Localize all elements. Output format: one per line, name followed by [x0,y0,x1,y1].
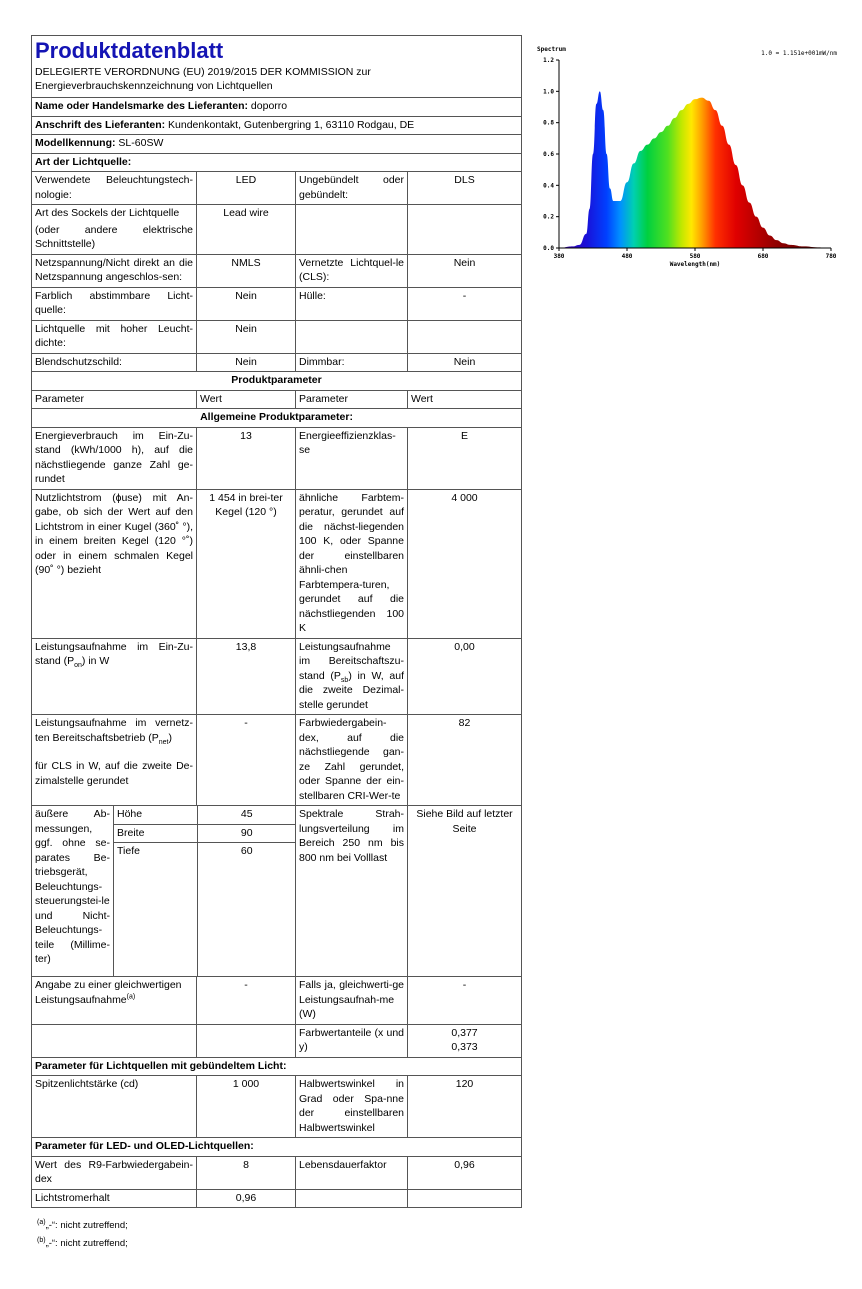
pnet-label-sub: net [158,738,169,746]
empty-cell [197,1024,296,1057]
pon-label [32,638,197,715]
spd-value: Siehe Bild auf letzter Seite [408,806,522,977]
model-row [32,135,522,154]
spd-label: Spektrale Strah-lungsverteilung im Bereich 250 nm bis 800 nm bei Volllast [296,806,408,977]
footnote-b [37,1238,128,1250]
pnet-value: - [197,715,296,806]
y-tick-label: 0.8 [543,119,554,127]
equiv-w-label: Falls ja, gleichwerti-ge Leistungsaufnah-me (W) [296,977,408,1025]
pon-label-text: Leistungsaufnahme im Ein-Zu-stand (P [35,640,193,667]
chroma-x: 0,377 [451,1026,478,1039]
y-tick-label: 0.0 [543,245,554,252]
dim-value: Nein [408,353,522,372]
peak-label: Spitzenlichtstärke (cd) [32,1076,197,1138]
tech-value: LED [197,172,296,205]
envelope-value: - [408,287,522,320]
pon-label-sub: on [74,662,82,670]
supplier-name-row [32,98,522,117]
spectrum-chart [535,42,839,270]
dimensions-table [114,806,296,976]
supplier-address-value: Kundenkontakt, Gutenbergring 1, 63110 Rodgau, DE [168,118,415,131]
y-tick-label: 1.0 [543,88,554,96]
equiv-value: - [197,977,296,1025]
led-heading: Parameter für LED- und OLED-Lichtquellen: [32,1138,522,1157]
pon-value: 13,8 [197,638,296,715]
cct-label: ähnliche Farbtem-peratur, gerundet auf die nächst-liegenden 100 K, oder Spanne der einstellbaren ähnli-chen Farbtempera-turen, gerundet auf die nächstliegenden 100 K [296,489,408,638]
dimensions-label: äußere Ab-messungen, ggf. ohne se-parates Be-triebsgerät, Beleuchtungs-steuerungstei-le und Nicht-Beleuchtungs-teile (Millime-ter) [32,806,114,977]
r9-label: Wert des R9-Farbwiedergabein-dex [32,1156,197,1189]
col-header-param2: Parameter [296,390,408,409]
envelope-label: Hülle: [296,287,408,320]
pnet-label-cls: für CLS in W, auf die zweite De-zimalstelle gerundet [35,760,193,787]
empty-cell [408,205,522,255]
supplier-address-label: Anschrift des Lieferanten: [35,118,166,131]
psb-value: 0,00 [408,638,522,715]
pon-label-unit: ) in W [81,655,110,667]
supplier-address-row [32,116,522,135]
flux-value: 1 454 in brei-ter Kegel (120 °) [197,489,296,638]
width-value: 90 [197,824,296,843]
flux-label: Nutzlichtstrom (ɸuse) mit An-gabe, ob sich der Wert auf den Lichtstrom in einer Kugel (360˚ °), in einem breiten Kegel (120 °˚) oder in einem schmalen Kegel (90˚ °) bezieht [32,489,197,638]
spectrum-scale-note: 1.0 = 1.151e+001mW/nm [761,50,837,57]
energy-label: Energieverbrauch im Ein-Zu-stand (kWh/1000 h), auf die nächstliegende ganze Zahl ge-rundet [32,427,197,489]
x-tick-label: 580 [689,253,701,260]
y-tick-label: 0.2 [543,213,554,221]
eclass-value: E [408,427,522,489]
equiv-label [32,977,197,1025]
peak-value: 1 000 [197,1076,296,1138]
chroma-label: Farbwertanteile (x und y) [296,1024,408,1057]
psb-label-unit: ) in W, auf die zweite Dezimal-stelle gerundet [299,669,405,711]
cri-value: 82 [408,715,522,806]
focus-label: Ungebündelt oder gebündelt: [296,172,408,205]
regulation-text: DELEGIERTE VERORDNUNG (EU) 2019/2015 DER KOMMISSION zur Energieverbrauchskennzeichnung von Lichtquellen [35,66,371,92]
tunable-label: Farblich abstimmbare Licht-quelle: [32,287,197,320]
source-type-heading: Art der Lichtquelle: [32,153,522,172]
psb-label-text: Leistungsaufnahme im Bereitschaftszu-stand (P [299,640,404,682]
x-tick-label: 780 [825,253,837,260]
x-tick-label: 480 [621,253,633,260]
spectrum-fill [559,60,831,248]
highlum-value: Nein [197,320,296,353]
psb-label-sub: sb [340,676,349,684]
col-header-value: Wert [197,390,296,409]
tech-label: Verwendete Beleuchtungstech-nologie: [32,172,197,205]
empty-cell [296,1189,408,1208]
cls-label: Vernetzte Lichtquel-le (CLS): [296,254,408,287]
shield-value: Nein [197,353,296,372]
product-datasheet-table [31,35,522,1208]
tunable-value: Nein [197,287,296,320]
focus-value: DLS [408,172,522,205]
y-tick-label: 0.4 [543,182,554,190]
cls-value: Nein [408,254,522,287]
socket-label-line2: (oder andere elektrische Schnittstelle) [35,223,193,250]
cct-value: 4 000 [408,489,522,638]
x-tick-label: 380 [553,253,565,260]
beam-label: Halbwertswinkel in Grad oder Spa-nne der einstellbaren Halbwertswinkel [296,1076,408,1138]
mains-value: NMLS [197,254,296,287]
equiv-footnote-mark: (a) [126,993,136,1000]
footnote-b-text: „-“: nicht zutreffend; [45,1238,128,1249]
empty-cell [296,320,408,353]
supplier-name-label: Name oder Handelsmarke des Lieferanten: [35,100,248,112]
footnote-b-mark: (b) [37,1236,46,1244]
highlum-label: Lichtquelle mit hoher Leucht-dichte: [32,320,197,353]
col-header-value2: Wert [408,390,522,409]
maint-value: 0,96 [197,1189,296,1208]
shield-label: Blendschutzschild: [32,353,197,372]
empty-cell [408,1189,522,1208]
pnet-label-close: ) [168,731,172,744]
y-tick-label: 0.6 [543,151,554,158]
survival-value: 0,96 [408,1156,522,1189]
beam-value: 120 [408,1076,522,1138]
page-title: Produktdatenblatt [35,38,224,63]
dimensions-cell [114,806,296,977]
product-params-heading: Produktparameter [32,372,522,391]
directional-heading: Parameter für Lichtquellen mit gebündeltem Licht: [32,1057,522,1076]
y-tick-label: 1.2 [543,57,554,64]
mains-label: Netzspannung/Nicht direkt an die Netzspannung angeschlos-sen: [32,254,197,287]
r9-value: 8 [197,1156,296,1189]
x-axis [554,248,837,260]
col-header-param: Parameter [32,390,197,409]
equiv-w-value: - [408,977,522,1025]
depth-value: 60 [240,845,253,857]
pnet-label [32,715,197,806]
footnote-a-mark: (a) [37,1218,46,1226]
socket-label [32,205,197,255]
depth-label: Tiefe [114,843,197,977]
width-label: Breite [114,824,197,843]
x-axis-label: Wavelength(nm) [669,261,721,268]
socket-label-line1: Art des Sockels der Lichtquelle [35,207,180,219]
y-axis [543,57,559,252]
empty-cell [408,320,522,353]
pnet-label-text: Leistungsaufnahme im vernetz-ten Bereitschaftsbetrieb (P [35,717,193,744]
psb-label [296,638,408,715]
empty-cell [32,1024,197,1057]
spectrum-svg [535,42,839,270]
socket-value: Lead wire [197,205,296,255]
general-params-heading: Allgemeine Produktparameter: [32,409,522,428]
chroma-value [408,1024,522,1057]
supplier-name-value: doporro [250,100,288,112]
model-label: Modellkennung: [35,137,116,149]
height-label: Höhe [114,806,197,824]
height-value: 45 [197,806,296,824]
header-cell [32,36,522,98]
survival-label: Lebensdauerfaktor [296,1156,408,1189]
spectrum-title: Spectrum [537,46,566,53]
cri-label: Farbwiedergabein-dex, auf die nächstliegende gan-ze Zahl gerundet, oder Spanne der ein-stellbaren CRI-Wer-te [296,715,408,806]
model-value: SL-60SW [118,137,164,149]
footnote-a [37,1220,128,1232]
dim-label: Dimmbar: [296,353,408,372]
maint-label: Lichtstromerhalt [32,1189,197,1208]
x-tick-label: 680 [757,253,769,260]
footnote-a-text: „-“: nicht zutreffend; [45,1220,128,1231]
energy-value: 13 [197,427,296,489]
chroma-y: 0,373 [451,1041,478,1053]
eclass-label: Energieeffizienzklas-se [296,427,408,489]
equiv-label-text: Angabe zu einer gleichwertigen Leistungsaufnahme [35,979,182,1006]
empty-cell [296,205,408,255]
